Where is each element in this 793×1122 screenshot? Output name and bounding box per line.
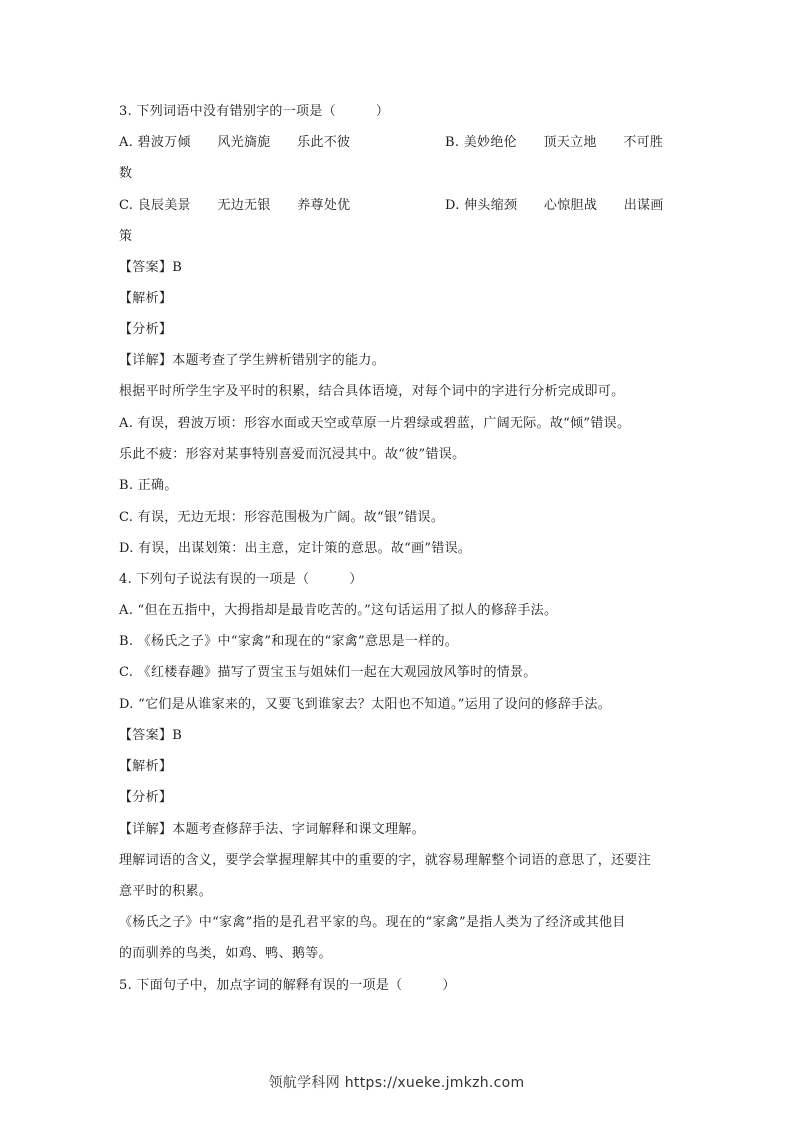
q3-option-b-continued: 数 [119,166,133,181]
q4-option-c: C. 《红楼春趣》描写了贾宝玉与姐妹们一起在大观园放风筝时的情景。 [119,665,537,680]
q4-explanation-1b: 意平时的积累。 [119,884,213,899]
q3-detail: 【详解】本题考查了学生辨析错别字的能力。 [119,353,386,368]
q3-option-d: D. 伸头缩颈 心惊胆战 出谋画 [445,198,664,213]
q3-option-b: B. 美妙绝伦 顶天立地 不可胜 [445,135,664,150]
q3-explanation-1: 根据平时所学生字及平时的积累，结合具体语境，对每个词中的字进行分析完成即可。 [119,384,625,399]
q3-jiexi-heading: 【解析】 [119,291,173,306]
q4-detail: 【详解】本题考查修辞手法、字词解释和课文理解。 [119,822,425,837]
q3-explanation-5: C. 有误，无边无垠：形容范围极为广阔。故“银”错误。 [119,510,445,525]
q3-option-d-continued: 策 [119,229,133,244]
q3-option-c: C. 良辰美景 无边无银 养尊处优 [119,198,351,213]
q4-jiexi-heading: 【解析】 [119,759,173,774]
q4-option-a: A. “但在五指中，大拇指却是最肯吃苦的。”这句话运用了拟人的修辞手法。 [119,603,558,618]
q3-answer: 【答案】B [119,260,183,275]
q4-stem: 4. 下列句子说法有误的一项是（ ） [119,572,363,587]
q3-explanation-6: D. 有误，出谋划策：出主意，定计策的意思。故“画”错误。 [119,541,472,556]
q3-stem: 3. 下列词语中没有错别字的一项是（ ） [119,104,390,119]
q3-fenxi-heading: 【分析】 [119,322,173,337]
q4-explanation-2b: 的而驯养的鸟类，如鸡、鸭、鹅等。 [119,946,332,961]
q5-stem: 5. 下面句子中，加点字词的解释有误的一项是（ ） [119,978,456,993]
q4-answer: 【答案】B [119,728,183,743]
q4-explanation-1a: 理解词语的含义，要学会掌握理解其中的重要的字，就容易理解整个词语的意思了，还要注 [119,853,652,868]
q4-option-b: B. 《杨氏之子》中“家禽”和现在的“家禽”意思是一样的。 [119,634,459,649]
q3-explanation-3: 乐此不疲：形容对某事特别喜爱而沉浸其中。故“彼”错误。 [119,447,466,462]
q3-option-a: A. 碧波万倾 风光旖旎 乐此不彼 [119,135,351,150]
q4-option-d: D. “它们是从谁家来的，又要飞到谁家去？太阳也不知道。”运用了设问的修辞手法。 [119,697,612,712]
q3-explanation-4: B. 正确。 [119,478,178,493]
q4-explanation-2a: 《杨氏之子》中“家禽”指的是孔君平家的鸟。现在的“家禽”是指人类为了经济或其他目 [119,915,626,930]
q4-fenxi-heading: 【分析】 [119,790,173,805]
page-footer-watermark: 领航学科网 https://xueke.jmkzh.com [268,1075,525,1091]
q3-explanation-2: A. 有误，碧波万顷：形容水面或天空或草原一片碧绿或碧蓝，广阔无际。故“倾”错误。 [119,416,631,431]
